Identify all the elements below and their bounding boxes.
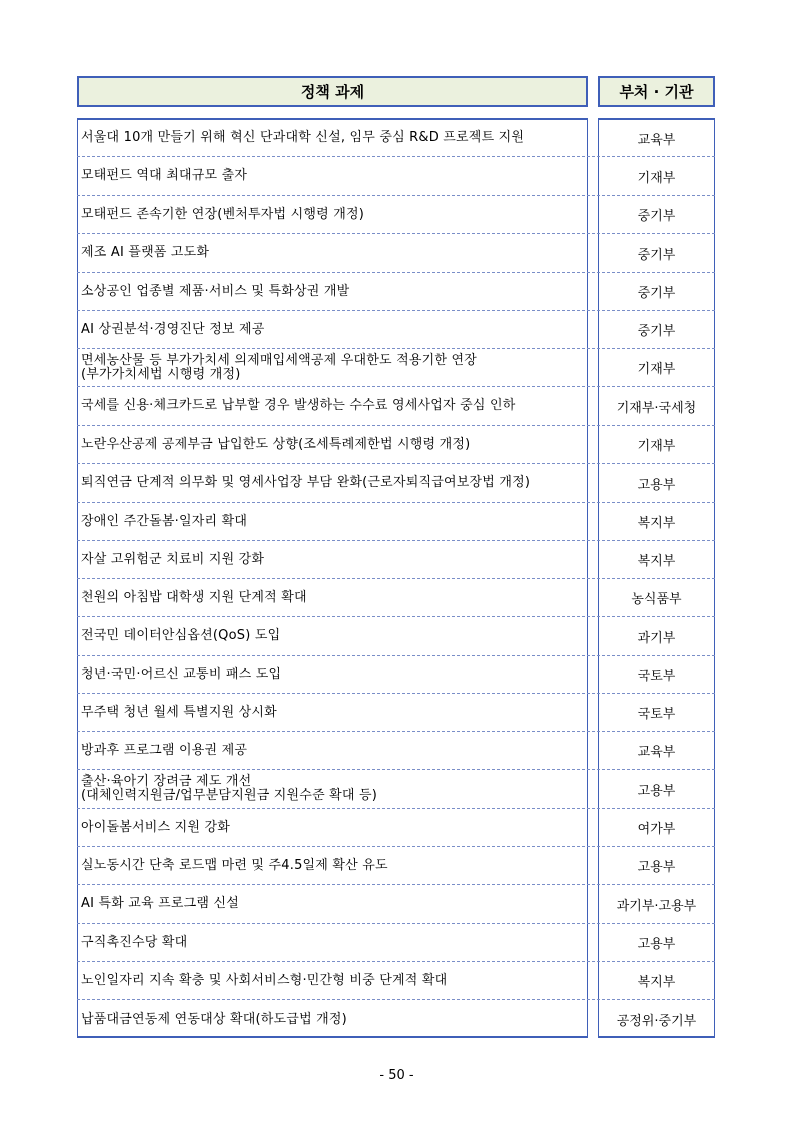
table-row bbox=[77, 503, 715, 541]
policy-table bbox=[77, 120, 715, 1039]
table-row bbox=[77, 656, 715, 694]
header-agency-label: 부처 · 기관 bbox=[619, 83, 694, 101]
agency-cell: 기재부 bbox=[637, 439, 676, 454]
column-gap bbox=[588, 234, 598, 272]
column-gap bbox=[588, 541, 598, 578]
column-gap bbox=[588, 770, 598, 808]
agency-cell: 공정위·중기부 bbox=[616, 1014, 697, 1029]
policy-task-cell: 모태펀드 역대 최대규모 출자 bbox=[81, 168, 248, 183]
policy-task-cell: 장애인 주간돌봄·일자리 확대 bbox=[81, 513, 248, 529]
policy-task-cell: 자살 고위험군 치료비 지원 강화 bbox=[81, 551, 265, 567]
policy-task-cell: 청년·국민·어르신 교통비 패스 도입 bbox=[81, 666, 282, 682]
column-gap bbox=[588, 656, 598, 693]
header-agency bbox=[598, 76, 715, 107]
policy-task-cell: AI 특화 교육 프로그램 신설 bbox=[81, 896, 240, 911]
agency-cell: 중기부 bbox=[637, 286, 676, 301]
column-gap bbox=[588, 694, 598, 731]
column-gap bbox=[588, 847, 598, 884]
column-gap bbox=[588, 311, 598, 348]
policy-task-cell: 출산·육아기 장려금 제도 개선 (대체인력지원금/업무분담지원금 지원수준 확대 등) bbox=[81, 774, 378, 803]
agency-cell: 국토부 bbox=[637, 707, 676, 722]
table-row bbox=[77, 157, 715, 196]
header-policy-label: 정책 과제 bbox=[300, 83, 365, 101]
column-gap bbox=[588, 273, 598, 310]
table-row bbox=[77, 617, 715, 656]
column-gap bbox=[588, 885, 598, 923]
page-number: - 50 - bbox=[379, 1068, 414, 1083]
column-gap bbox=[588, 579, 598, 616]
policy-task-cell: 면세농산물 등 부가가치세 의제매입세액공제 우대한도 적용기한 연장 (부가가치세법 시행령 개정) bbox=[81, 352, 477, 382]
agency-cell: 고용부 bbox=[637, 937, 676, 952]
agency-cell: 고용부 bbox=[637, 783, 676, 799]
table-row bbox=[77, 426, 715, 464]
agency-cell: 고용부 bbox=[637, 860, 676, 875]
column-gap bbox=[588, 196, 598, 233]
agency-cell: 복지부 bbox=[637, 975, 676, 990]
column-gap bbox=[588, 426, 598, 463]
table-row bbox=[77, 962, 715, 1000]
policy-task-cell: 제조 AI 플랫폼 고도화 bbox=[81, 245, 210, 260]
agency-cell: 복지부 bbox=[637, 516, 676, 531]
agency-cell: 여가부 bbox=[637, 822, 676, 837]
table-row bbox=[77, 464, 715, 503]
table-row bbox=[77, 770, 715, 809]
column-gap bbox=[588, 120, 598, 156]
policy-task-cell: 무주택 청년 월세 특별지원 상시화 bbox=[81, 704, 277, 720]
column-gap bbox=[588, 464, 598, 502]
policy-task-cell: 소상공인 업종별 제품·서비스 및 특화상권 개발 bbox=[81, 283, 350, 299]
table-row bbox=[77, 234, 715, 273]
column-gap bbox=[588, 732, 598, 769]
table-row bbox=[77, 732, 715, 770]
column-gap bbox=[588, 387, 598, 425]
table-row bbox=[77, 349, 715, 387]
policy-task-cell: 방과후 프로그램 이용권 제공 bbox=[81, 742, 248, 758]
agency-cell: 기재부·국세청 bbox=[616, 400, 697, 416]
table-row bbox=[77, 196, 715, 234]
policy-task-cell: 노란우산공제 공제부금 납입한도 상향(조세특례제한법 시행령 개정) bbox=[81, 436, 471, 452]
agency-cell: 농식품부 bbox=[631, 592, 682, 607]
agency-cell: 복지부 bbox=[637, 554, 676, 569]
agency-cell: 고용부 bbox=[637, 477, 676, 493]
agency-cell: 과기부 bbox=[637, 630, 676, 646]
table-row bbox=[77, 120, 715, 157]
table-row bbox=[77, 541, 715, 579]
column-gap bbox=[588, 503, 598, 540]
agency-cell: 국토부 bbox=[637, 669, 676, 684]
policy-task-cell: 천원의 아침밥 대학생 지원 단계적 확대 bbox=[81, 589, 307, 605]
agency-cell: 기재부 bbox=[637, 362, 676, 377]
policy-task-cell: 국세를 신용·체크카드로 납부할 경우 발생하는 수수료 영세사업자 중심 인하 bbox=[81, 398, 516, 413]
table-row bbox=[77, 694, 715, 732]
policy-task-cell: 모태펀드 존속기한 연장(벤처투자법 시행령 개정) bbox=[81, 206, 365, 222]
policy-task-cell: 납품대금연동제 연동대상 확대(하도급법 개정) bbox=[81, 1011, 347, 1027]
header-policy-task bbox=[77, 76, 588, 107]
column-gap bbox=[588, 962, 598, 999]
column-gap bbox=[588, 809, 598, 846]
column-gap bbox=[588, 349, 598, 386]
policy-task-cell: 전국민 데이터안심옵션(QoS) 도입 bbox=[81, 628, 281, 643]
column-gap bbox=[588, 1000, 598, 1039]
agency-cell: 중기부 bbox=[637, 209, 676, 224]
table-row bbox=[77, 809, 715, 847]
agency-cell: 교육부 bbox=[637, 132, 676, 148]
table-row bbox=[77, 847, 715, 885]
agency-cell: 기재부 bbox=[637, 170, 676, 186]
table-row bbox=[77, 885, 715, 924]
policy-task-cell: 퇴직연금 단계적 의무화 및 영세사업장 부담 완화(근로자퇴직급여보장법 개정) bbox=[81, 475, 531, 490]
column-gap bbox=[588, 617, 598, 655]
table-row bbox=[77, 579, 715, 617]
policy-task-cell: 실노동시간 단축 로드맵 마련 및 주4.5일제 확산 유도 bbox=[81, 857, 388, 873]
agency-cell: 과기부·고용부 bbox=[616, 898, 697, 914]
table-row bbox=[77, 273, 715, 311]
agency-cell: 중기부 bbox=[637, 247, 676, 263]
column-gap bbox=[588, 924, 598, 961]
policy-task-cell: 아이돌봄서비스 지원 강화 bbox=[81, 819, 231, 835]
policy-task-cell: 구직촉진수당 확대 bbox=[81, 934, 188, 950]
policy-task-cell: 노인일자리 지속 확충 및 사회서비스형·민간형 비중 단계적 확대 bbox=[81, 972, 448, 988]
agency-cell: 중기부 bbox=[637, 324, 676, 339]
policy-task-cell: AI 상권분석·경영진단 정보 제공 bbox=[81, 321, 265, 337]
table-row bbox=[77, 387, 715, 426]
policy-task-cell: 서울대 10개 만들기 위해 혁신 단과대학 신설, 임무 중심 R&D 프로젝트 지원 bbox=[81, 130, 525, 145]
table-row bbox=[77, 311, 715, 349]
table-row bbox=[77, 924, 715, 962]
table-row bbox=[77, 1000, 715, 1039]
column-gap bbox=[588, 157, 598, 195]
agency-cell: 교육부 bbox=[637, 745, 676, 760]
